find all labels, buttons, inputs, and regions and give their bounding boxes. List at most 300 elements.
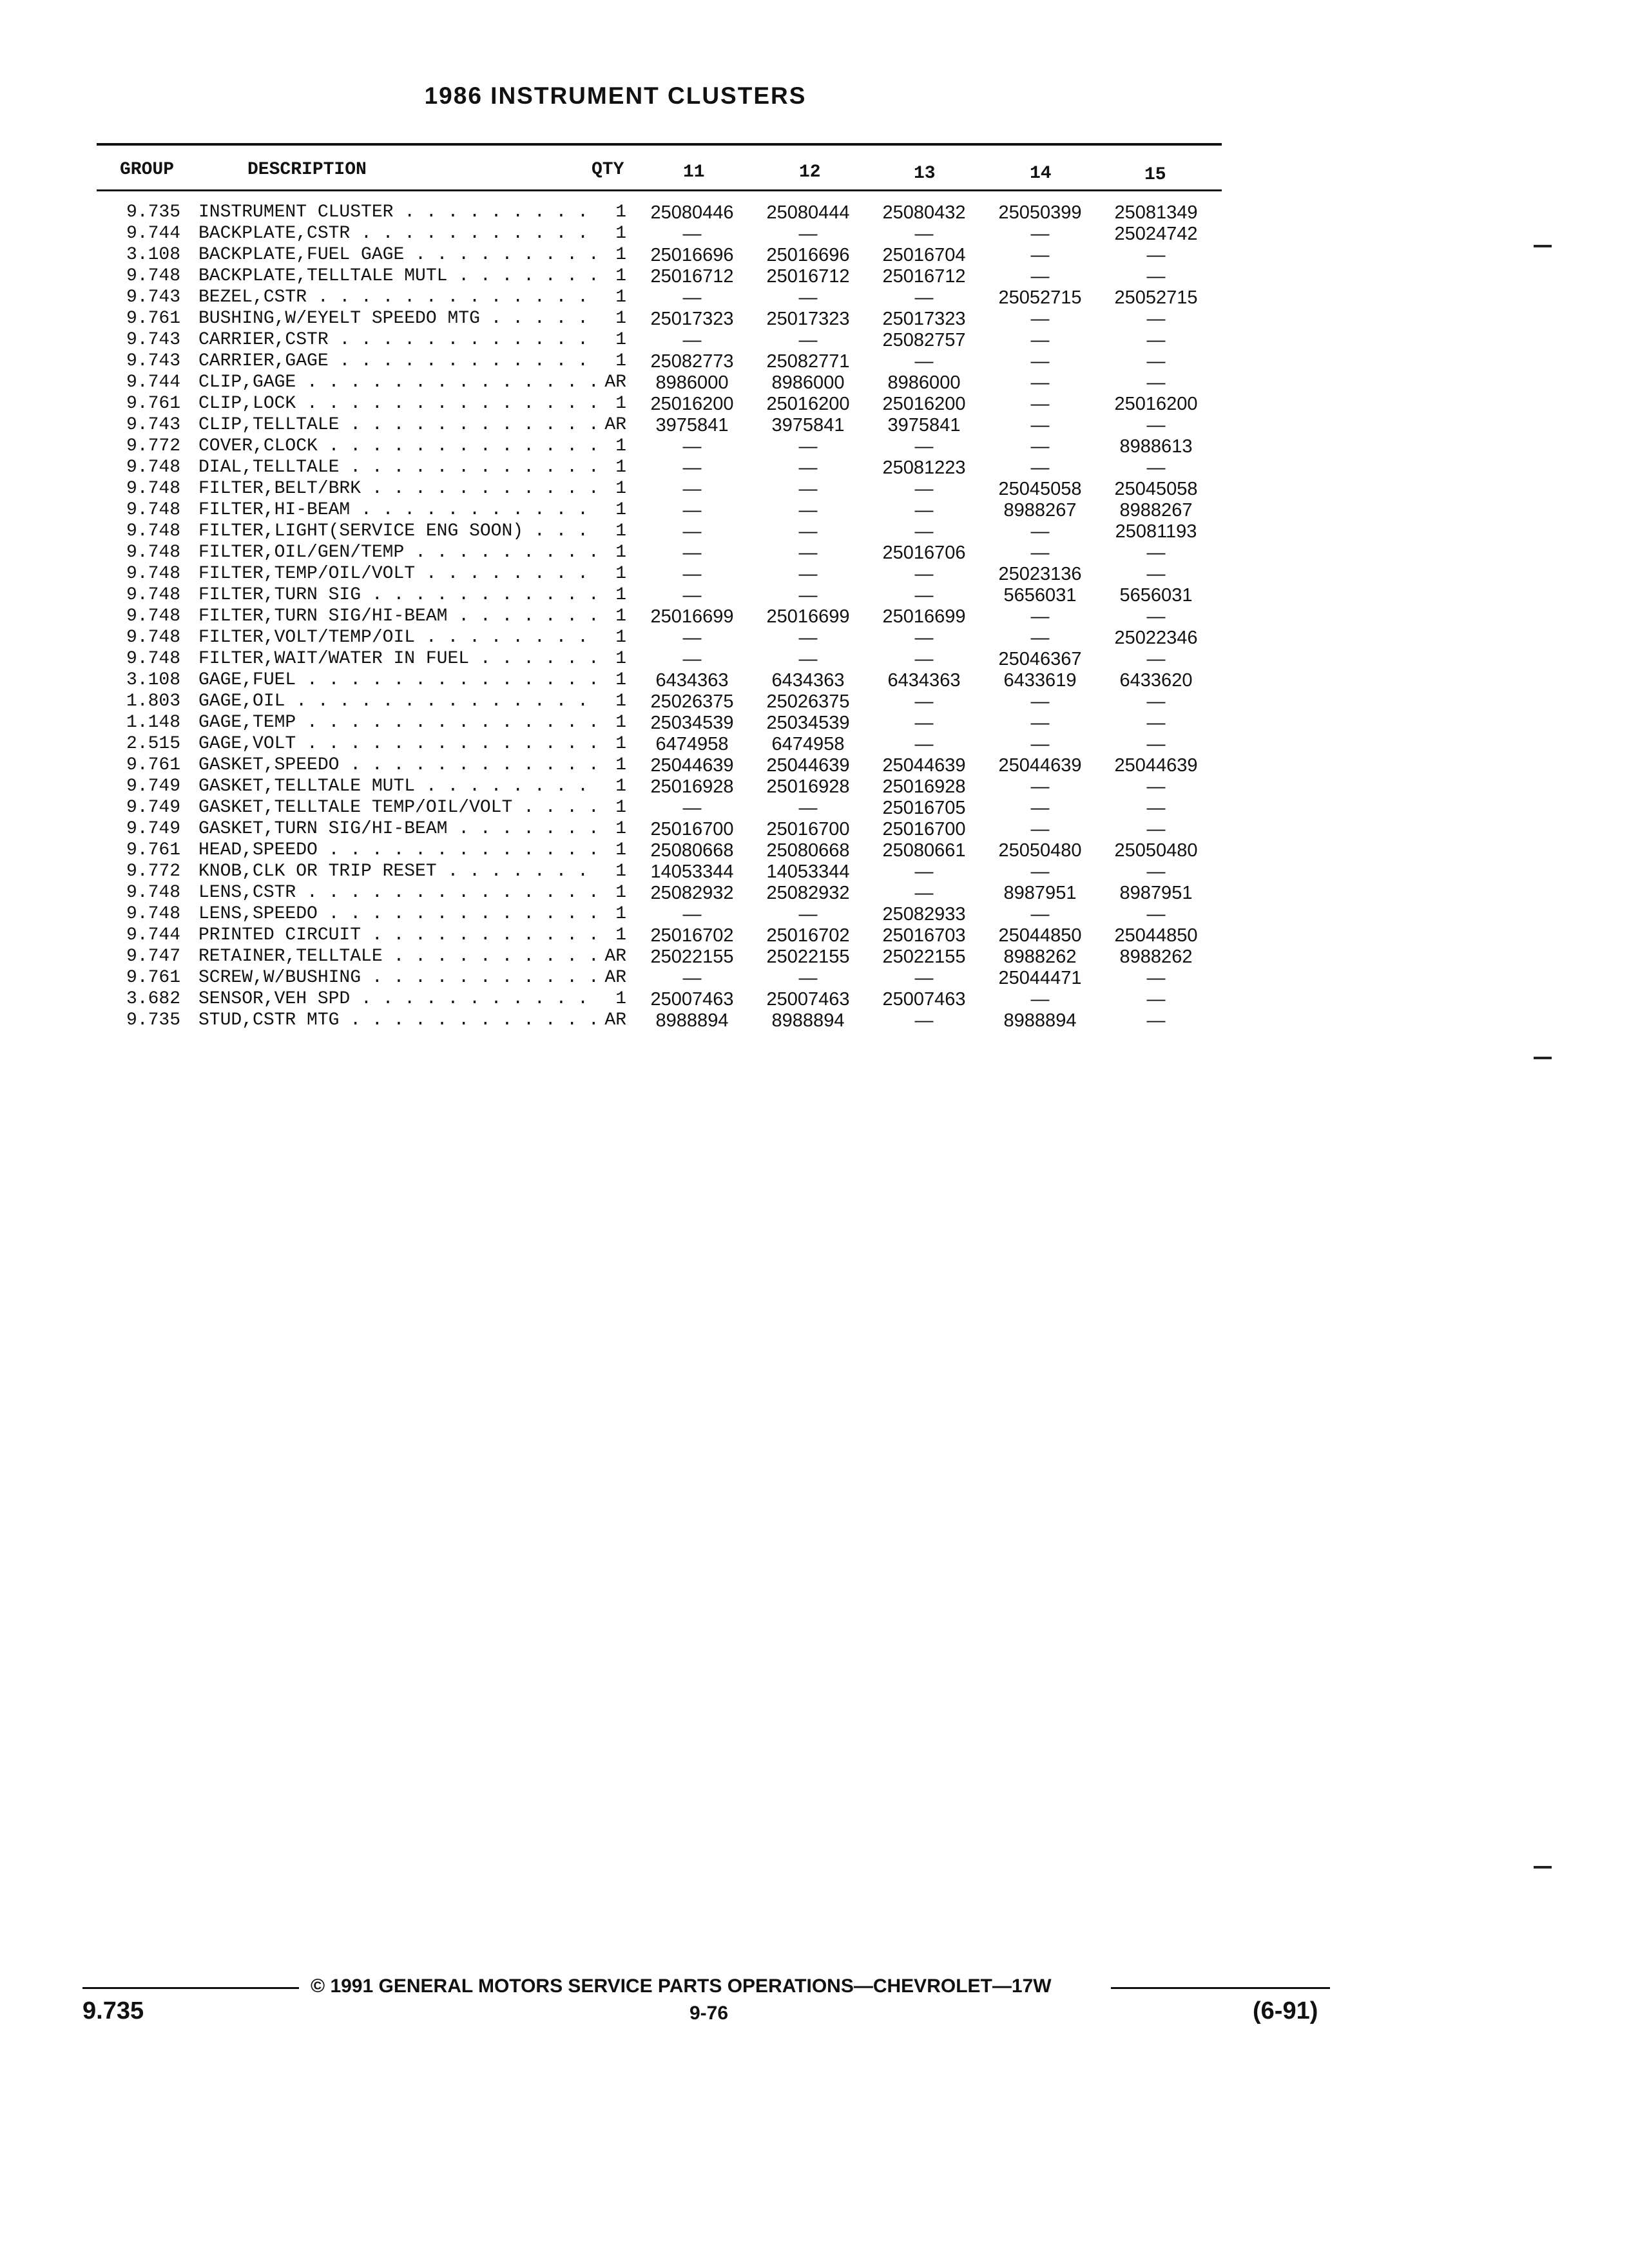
group-cell: 9.748	[126, 457, 180, 477]
parts-table	[97, 202, 1244, 1032]
part-number-cell: —	[1030, 691, 1050, 712]
table-row	[97, 861, 1244, 883]
part-number-cell: 8988267	[1119, 500, 1193, 521]
table-row	[97, 606, 1244, 628]
part-number-cell: —	[1146, 989, 1166, 1010]
group-cell: 9.743	[126, 330, 180, 350]
group-cell: 3.682	[126, 989, 180, 1009]
table-row	[97, 904, 1244, 925]
part-number-cell: 25016703	[882, 925, 966, 946]
qty-cell: 1	[598, 394, 626, 414]
part-number-cell: 25044639	[766, 755, 850, 776]
part-number-cell: —	[798, 521, 818, 542]
part-number-cell: 25022155	[882, 947, 966, 967]
part-number-cell: 25080432	[882, 202, 966, 223]
part-number-cell: 25016928	[650, 776, 734, 797]
part-number-cell: 25016712	[766, 266, 850, 287]
part-number-cell: —	[798, 585, 818, 606]
part-number-cell: —	[682, 968, 702, 988]
group-cell: 9.748	[126, 500, 180, 520]
part-number-cell: —	[1030, 713, 1050, 733]
part-number-cell: 25016700	[650, 819, 734, 840]
table-row	[97, 330, 1244, 351]
part-number-cell: 25024742	[1114, 224, 1198, 244]
part-number-cell: 25050399	[998, 202, 1082, 223]
part-number-cell: 25044639	[998, 755, 1082, 776]
qty-cell: 1	[598, 819, 626, 839]
part-number-cell: —	[1146, 968, 1166, 988]
table-row	[97, 883, 1244, 904]
group-cell: 9.747	[126, 947, 180, 966]
part-number-cell: —	[914, 500, 934, 521]
part-number-cell: —	[1146, 564, 1166, 584]
group-cell: 9.748	[126, 564, 180, 584]
group-cell: 1.148	[126, 713, 180, 733]
part-number-cell: 25082932	[766, 883, 850, 903]
description-cell: FILTER,TURN SIG . . .	[198, 585, 598, 605]
table-row	[97, 968, 1244, 989]
description-cell: STUD,CSTR MTG . . .	[198, 1010, 598, 1030]
table-row	[97, 372, 1244, 394]
part-number-cell: —	[798, 500, 818, 521]
part-number-cell: 25022155	[766, 947, 850, 967]
part-number-cell: 25081349	[1114, 202, 1198, 223]
description-cell: GAGE,TEMP . . .	[198, 713, 598, 733]
part-number-cell: 25007463	[882, 989, 966, 1010]
part-number-cell: 8988894	[771, 1010, 845, 1031]
part-number-cell: —	[1146, 266, 1166, 287]
qty-cell: 1	[598, 564, 626, 584]
header-rule	[97, 189, 1222, 191]
qty-cell: 1	[598, 245, 626, 265]
part-number-cell: 25023136	[998, 564, 1082, 584]
header-col-13: 13	[914, 164, 936, 184]
part-number-cell: —	[798, 436, 818, 457]
part-number-cell: 25082932	[650, 883, 734, 903]
part-number-cell: —	[1146, 245, 1166, 265]
scan-mark	[1534, 1866, 1552, 1869]
qty-cell: 1	[598, 351, 626, 371]
group-cell: 9.748	[126, 628, 180, 648]
table-row	[97, 309, 1244, 330]
part-number-cell: —	[914, 564, 934, 584]
group-cell: 9.744	[126, 372, 180, 392]
table-row	[97, 500, 1244, 521]
part-number-cell: —	[1030, 521, 1050, 542]
qty-cell: 1	[598, 500, 626, 520]
table-row	[97, 840, 1244, 861]
qty-cell: 1	[598, 883, 626, 903]
description-cell: BACKPLATE,CSTR . . .	[198, 224, 598, 244]
table-row	[97, 649, 1244, 670]
qty-cell: AR	[598, 372, 626, 392]
part-number-cell: —	[1030, 351, 1050, 372]
part-number-cell: 25016699	[882, 606, 966, 627]
part-number-cell: —	[1030, 861, 1050, 882]
group-cell: 9.761	[126, 968, 180, 988]
part-number-cell: 8987951	[1119, 883, 1193, 903]
group-cell: 9.749	[126, 776, 180, 796]
description-cell: BACKPLATE,FUEL GAGE . . .	[198, 245, 598, 265]
part-number-cell: 25016700	[882, 819, 966, 840]
part-number-cell: —	[1030, 245, 1050, 265]
group-cell: 9.743	[126, 351, 180, 371]
group-cell: 9.748	[126, 606, 180, 626]
group-cell: 9.748	[126, 479, 180, 499]
group-cell: 9.744	[126, 224, 180, 244]
part-number-cell: 25082757	[882, 330, 966, 351]
part-number-cell: 25044639	[1114, 755, 1198, 776]
part-number-cell: 25016705	[882, 798, 966, 818]
part-number-cell: 6434363	[887, 670, 961, 691]
part-number-cell: 25046367	[998, 649, 1082, 669]
part-number-cell: 8986000	[771, 372, 845, 393]
qty-cell: 1	[598, 989, 626, 1009]
part-number-cell: 25016928	[882, 776, 966, 797]
part-number-cell: —	[1030, 224, 1050, 244]
part-number-cell: —	[1146, 415, 1166, 436]
part-number-cell: 25044639	[882, 755, 966, 776]
table-row	[97, 989, 1244, 1010]
part-number-cell: —	[682, 649, 702, 669]
part-number-cell: 25016712	[650, 266, 734, 287]
description-cell: CLIP,TELLTALE . . .	[198, 415, 598, 435]
part-number-cell: —	[914, 521, 934, 542]
group-cell: 9.761	[126, 394, 180, 414]
part-number-cell: —	[1030, 372, 1050, 393]
part-number-cell: —	[1030, 798, 1050, 818]
part-number-cell: 25022346	[1114, 628, 1198, 648]
qty-cell: 1	[598, 798, 626, 818]
qty-cell: 1	[598, 330, 626, 350]
part-number-cell: —	[914, 479, 934, 499]
table-row	[97, 351, 1244, 372]
part-number-cell: —	[914, 1010, 934, 1031]
part-number-cell: 25026375	[650, 691, 734, 712]
part-number-cell: 25044471	[998, 968, 1082, 988]
part-number-cell: 3975841	[771, 415, 845, 436]
part-number-cell: —	[1146, 819, 1166, 840]
part-number-cell: —	[914, 436, 934, 457]
header-description: DESCRIPTION	[247, 160, 367, 180]
part-number-cell: 25034539	[766, 713, 850, 733]
part-number-cell: 25081223	[882, 457, 966, 478]
group-cell: 9.748	[126, 521, 180, 541]
footer-rule-left	[82, 1987, 299, 1989]
group-cell: 9.743	[126, 415, 180, 435]
table-row	[97, 670, 1244, 691]
description-cell: FILTER,BELT/BRK . . .	[198, 479, 598, 499]
part-number-cell: —	[1146, 351, 1166, 372]
description-cell: BEZEL,CSTR . . .	[198, 287, 598, 307]
page-title: 1986 INSTRUMENT CLUSTERS	[424, 82, 807, 109]
part-number-cell: —	[798, 564, 818, 584]
part-number-cell: —	[1146, 457, 1166, 478]
part-number-cell: 25050480	[998, 840, 1082, 861]
part-number-cell: —	[914, 287, 934, 308]
qty-cell: 1	[598, 309, 626, 329]
part-number-cell: 25016200	[766, 394, 850, 414]
part-number-cell: 25007463	[766, 989, 850, 1010]
part-number-cell: —	[914, 649, 934, 669]
part-number-cell: 25080668	[766, 840, 850, 861]
part-number-cell: 25016700	[766, 819, 850, 840]
part-number-cell: —	[682, 798, 702, 818]
part-number-cell: 25016699	[766, 606, 850, 627]
table-row	[97, 457, 1244, 479]
part-number-cell: 25045058	[1114, 479, 1198, 499]
qty-cell: 1	[598, 691, 626, 711]
part-number-cell: —	[1146, 1010, 1166, 1031]
description-cell: CLIP,LOCK . . .	[198, 394, 598, 414]
group-cell: 9.749	[126, 798, 180, 818]
qty-cell: 1	[598, 521, 626, 541]
part-number-cell: —	[682, 564, 702, 584]
qty-cell: AR	[598, 1010, 626, 1030]
part-number-cell: 8988613	[1119, 436, 1193, 457]
part-number-cell: 8986000	[655, 372, 729, 393]
table-row	[97, 734, 1244, 755]
group-cell: 2.515	[126, 734, 180, 754]
part-number-cell: —	[1146, 734, 1166, 754]
part-number-cell: 6434363	[771, 670, 845, 691]
part-number-cell: 25082773	[650, 351, 734, 372]
qty-cell: 1	[598, 436, 626, 456]
part-number-cell: 25016699	[650, 606, 734, 627]
description-cell: CARRIER,GAGE . . .	[198, 351, 598, 371]
part-number-cell: —	[1030, 309, 1050, 329]
description-cell: GASKET,TELLTALE MUTL . . .	[198, 776, 598, 796]
part-number-cell: —	[1030, 628, 1050, 648]
group-cell: 9.748	[126, 649, 180, 669]
description-cell: LENS,SPEEDO . . .	[198, 904, 598, 924]
table-row	[97, 202, 1244, 224]
group-cell: 9.748	[126, 585, 180, 605]
group-cell: 9.744	[126, 925, 180, 945]
qty-cell: AR	[598, 947, 626, 966]
part-number-cell: —	[1146, 713, 1166, 733]
part-number-cell: —	[914, 691, 934, 712]
part-number-cell: 8986000	[887, 372, 961, 393]
qty-cell: 1	[598, 649, 626, 669]
table-row	[97, 628, 1244, 649]
table-row	[97, 287, 1244, 309]
part-number-cell: —	[914, 861, 934, 882]
table-row	[97, 819, 1244, 840]
description-cell: BUSHING,W/EYELT SPEEDO MTG . . .	[198, 309, 598, 329]
description-cell: PRINTED CIRCUIT . . .	[198, 925, 598, 945]
footer-rule-right	[1111, 1987, 1330, 1989]
table-row	[97, 266, 1244, 287]
table-row	[97, 436, 1244, 457]
part-number-cell: 8988267	[1003, 500, 1077, 521]
part-number-cell: —	[1146, 904, 1166, 925]
part-number-cell: 25044850	[998, 925, 1082, 946]
part-number-cell: 25016200	[882, 394, 966, 414]
qty-cell: 1	[598, 287, 626, 307]
part-number-cell: 25080444	[766, 202, 850, 223]
part-number-cell: 25034539	[650, 713, 734, 733]
part-number-cell: —	[682, 543, 702, 563]
part-number-cell: —	[914, 713, 934, 733]
qty-cell: 1	[598, 585, 626, 605]
part-number-cell: 25016696	[650, 245, 734, 265]
part-number-cell: 25016702	[766, 925, 850, 946]
part-number-cell: —	[798, 543, 818, 563]
description-cell: FILTER,HI-BEAM . . .	[198, 500, 598, 520]
part-number-cell: 5656031	[1003, 585, 1077, 606]
header-group: GROUP	[120, 160, 175, 180]
part-number-cell: —	[1146, 798, 1166, 818]
part-number-cell: 25080446	[650, 202, 734, 223]
part-number-cell: 25052715	[998, 287, 1082, 308]
description-cell: CLIP,GAGE . . .	[198, 372, 598, 392]
group-cell: 9.772	[126, 861, 180, 881]
group-cell: 9.748	[126, 543, 180, 562]
part-number-cell: 25017323	[766, 309, 850, 329]
part-number-cell: —	[798, 224, 818, 244]
qty-cell: 1	[598, 202, 626, 222]
part-number-cell: —	[1146, 861, 1166, 882]
table-row	[97, 543, 1244, 564]
qty-cell: 1	[598, 861, 626, 881]
part-number-cell: —	[1146, 543, 1166, 563]
qty-cell: 1	[598, 457, 626, 477]
top-rule	[97, 143, 1222, 146]
part-number-cell: 25016696	[766, 245, 850, 265]
part-number-cell: —	[1146, 649, 1166, 669]
footer-copyright: © 1991 GENERAL MOTORS SERVICE PARTS OPERATIONS—CHEVROLET—17W	[311, 1975, 1052, 1997]
part-number-cell: 8988894	[1003, 1010, 1077, 1031]
part-number-cell: —	[798, 628, 818, 648]
table-row	[97, 415, 1244, 436]
part-number-cell: —	[1030, 415, 1050, 436]
qty-cell: 1	[598, 606, 626, 626]
part-number-cell: —	[1030, 543, 1050, 563]
description-cell: FILTER,VOLT/TEMP/OIL . . .	[198, 628, 598, 648]
description-cell: GASKET,SPEEDO . . .	[198, 755, 598, 775]
footer-group-ref: 9.735	[82, 1997, 144, 2024]
part-number-cell: 6433619	[1003, 670, 1077, 691]
qty-cell: 1	[598, 266, 626, 286]
group-cell: 9.748	[126, 904, 180, 924]
part-number-cell: —	[798, 649, 818, 669]
group-cell: 9.761	[126, 755, 180, 775]
part-number-cell: —	[1146, 309, 1166, 329]
part-number-cell: 3975841	[655, 415, 729, 436]
part-number-cell: —	[1030, 734, 1050, 754]
part-number-cell: 8987951	[1003, 883, 1077, 903]
part-number-cell: —	[914, 224, 934, 244]
group-cell: 9.743	[126, 287, 180, 307]
group-cell: 9.761	[126, 309, 180, 329]
part-number-cell: —	[1030, 266, 1050, 287]
qty-cell: 1	[598, 479, 626, 499]
qty-cell: 1	[598, 628, 626, 648]
part-number-cell: 25050480	[1114, 840, 1198, 861]
part-number-cell: —	[798, 968, 818, 988]
part-number-cell: —	[682, 521, 702, 542]
part-number-cell: —	[1146, 606, 1166, 627]
part-number-cell: —	[798, 798, 818, 818]
part-number-cell: 14053344	[650, 861, 734, 882]
part-number-cell: —	[1030, 819, 1050, 840]
group-cell: 9.748	[126, 266, 180, 286]
part-number-cell: 25016706	[882, 543, 966, 563]
header-col-15: 15	[1144, 165, 1166, 185]
table-row	[97, 691, 1244, 713]
part-number-cell: —	[1030, 436, 1050, 457]
table-row	[97, 713, 1244, 734]
group-cell: 3.108	[126, 670, 180, 690]
table-row	[97, 925, 1244, 947]
part-number-cell: —	[798, 904, 818, 925]
description-cell: FILTER,LIGHT(SERVICE ENG SOON) . . .	[198, 521, 598, 541]
part-number-cell: 25045058	[998, 479, 1082, 499]
part-number-cell: 8988894	[655, 1010, 729, 1031]
description-cell: DIAL,TELLTALE . . .	[198, 457, 598, 477]
part-number-cell: —	[914, 351, 934, 372]
part-number-cell: 14053344	[766, 861, 850, 882]
part-number-cell: —	[1030, 457, 1050, 478]
part-number-cell: 25007463	[650, 989, 734, 1010]
description-cell: KNOB,CLK OR TRIP RESET . . .	[198, 861, 598, 881]
description-cell: FILTER,TEMP/OIL/VOLT . . .	[198, 564, 598, 584]
table-row	[97, 776, 1244, 798]
part-number-cell: 25080661	[882, 840, 966, 861]
qty-cell: 1	[598, 755, 626, 775]
part-number-cell: —	[914, 734, 934, 754]
part-number-cell: —	[1030, 776, 1050, 797]
description-cell: SCREW,W/BUSHING . . .	[198, 968, 598, 988]
group-cell: 9.761	[126, 840, 180, 860]
part-number-cell: 25026375	[766, 691, 850, 712]
part-number-cell: —	[1030, 989, 1050, 1010]
table-row	[97, 245, 1244, 266]
part-number-cell: 3975841	[887, 415, 961, 436]
part-number-cell: —	[1146, 776, 1166, 797]
part-number-cell: —	[914, 968, 934, 988]
qty-cell: 1	[598, 904, 626, 924]
table-row	[97, 585, 1244, 606]
part-number-cell: —	[1030, 606, 1050, 627]
description-cell: GAGE,VOLT . . .	[198, 734, 598, 754]
part-number-cell: —	[682, 287, 702, 308]
qty-cell: 1	[598, 224, 626, 244]
group-cell: 9.735	[126, 1010, 180, 1030]
part-number-cell: 6474958	[655, 734, 729, 754]
description-cell: FILTER,TURN SIG/HI-BEAM . . .	[198, 606, 598, 626]
description-cell: LENS,CSTR . . .	[198, 883, 598, 903]
part-number-cell: —	[1030, 330, 1050, 351]
header-col-11: 11	[683, 162, 705, 182]
table-row	[97, 224, 1244, 245]
part-number-cell: 25016702	[650, 925, 734, 946]
table-row	[97, 947, 1244, 968]
part-number-cell: 8988262	[1119, 947, 1193, 967]
description-cell: SENSOR,VEH SPD . . .	[198, 989, 598, 1009]
part-number-cell: —	[682, 904, 702, 925]
qty-cell: 1	[598, 734, 626, 754]
group-cell: 9.749	[126, 819, 180, 839]
part-number-cell: 25081193	[1115, 521, 1197, 542]
qty-cell: 1	[598, 713, 626, 733]
qty-cell: AR	[598, 415, 626, 435]
description-cell: COVER,CLOCK . . .	[198, 436, 598, 456]
header-qty: QTY	[592, 160, 624, 180]
part-number-cell: —	[914, 628, 934, 648]
part-number-cell: —	[914, 883, 934, 903]
